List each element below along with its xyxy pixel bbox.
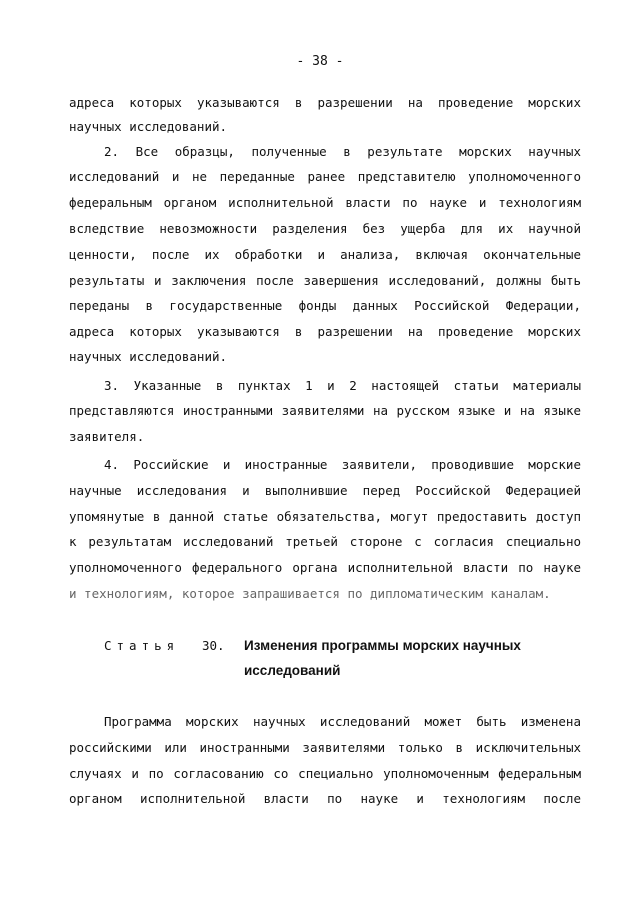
article-title: Изменения программы морских научных [244, 638, 521, 653]
article-title-cont: исследований [244, 663, 341, 678]
text-line: научных исследований. [69, 349, 228, 364]
text-line: заявителя. [69, 429, 145, 444]
text-line: исследований и не переданные ранее представителю уполномоченного [69, 169, 581, 184]
text-line: переданы в государственные фонды данных Российской Федерации, [69, 298, 581, 313]
text-line: и технологиям, которое запрашивается по дипломатическим каналам. [69, 586, 551, 601]
article-number: 30. [202, 638, 225, 653]
text-line: ценности, после их обработки и анализа, включая окончательные [69, 247, 581, 262]
text-line: научные исследования и выполнившие перед Российской Федерацией [69, 483, 581, 498]
text-line: адреса которых указываются в разрешении на проведение морских [69, 95, 581, 110]
article-word: Статья [104, 638, 180, 653]
text-line: российскими или иностранными заявителями только в исключительных [69, 740, 581, 755]
paragraph-art30-start: Программа морских научных исследований может быть изменена [104, 714, 581, 729]
text-line: представляются иностранными заявителями на русском языке и на языке [69, 403, 581, 418]
text-line: научных исследований. [69, 119, 228, 134]
page-number: - 38 - [296, 54, 344, 69]
paragraph-4-start: 4. Российские и иностранные заявители, проводившие морские [104, 457, 581, 472]
text-line: уполномоченного федерального органа исполнительной власти по науке [69, 560, 581, 575]
text-line: органом исполнительной власти по науке и технологиям после [69, 791, 581, 806]
text-line: упомянутые в данной статье обязательства, могут предоставить доступ [69, 509, 581, 524]
text-line: адреса которых указываются в разрешении на проведение морских [69, 324, 581, 339]
text-line: вследствие невозможности разделения без ущерба для их научной [69, 221, 581, 236]
text-line: федеральным органом исполнительной власти по науке и технологиям [69, 195, 581, 210]
paragraph-2-start: 2. Все образцы, полученные в результате морских научных [104, 144, 581, 159]
paragraph-3-start: 3. Указанные в пунктах 1 и 2 настоящей статьи материалы [104, 378, 581, 393]
text-line: результаты и заключения после завершения исследований, должны быть [69, 273, 581, 288]
text-line: случаях и по согласованию со специально уполномоченным федеральным [69, 766, 581, 781]
text-line: к результатам исследований третьей стороне с согласия специально [69, 534, 581, 549]
